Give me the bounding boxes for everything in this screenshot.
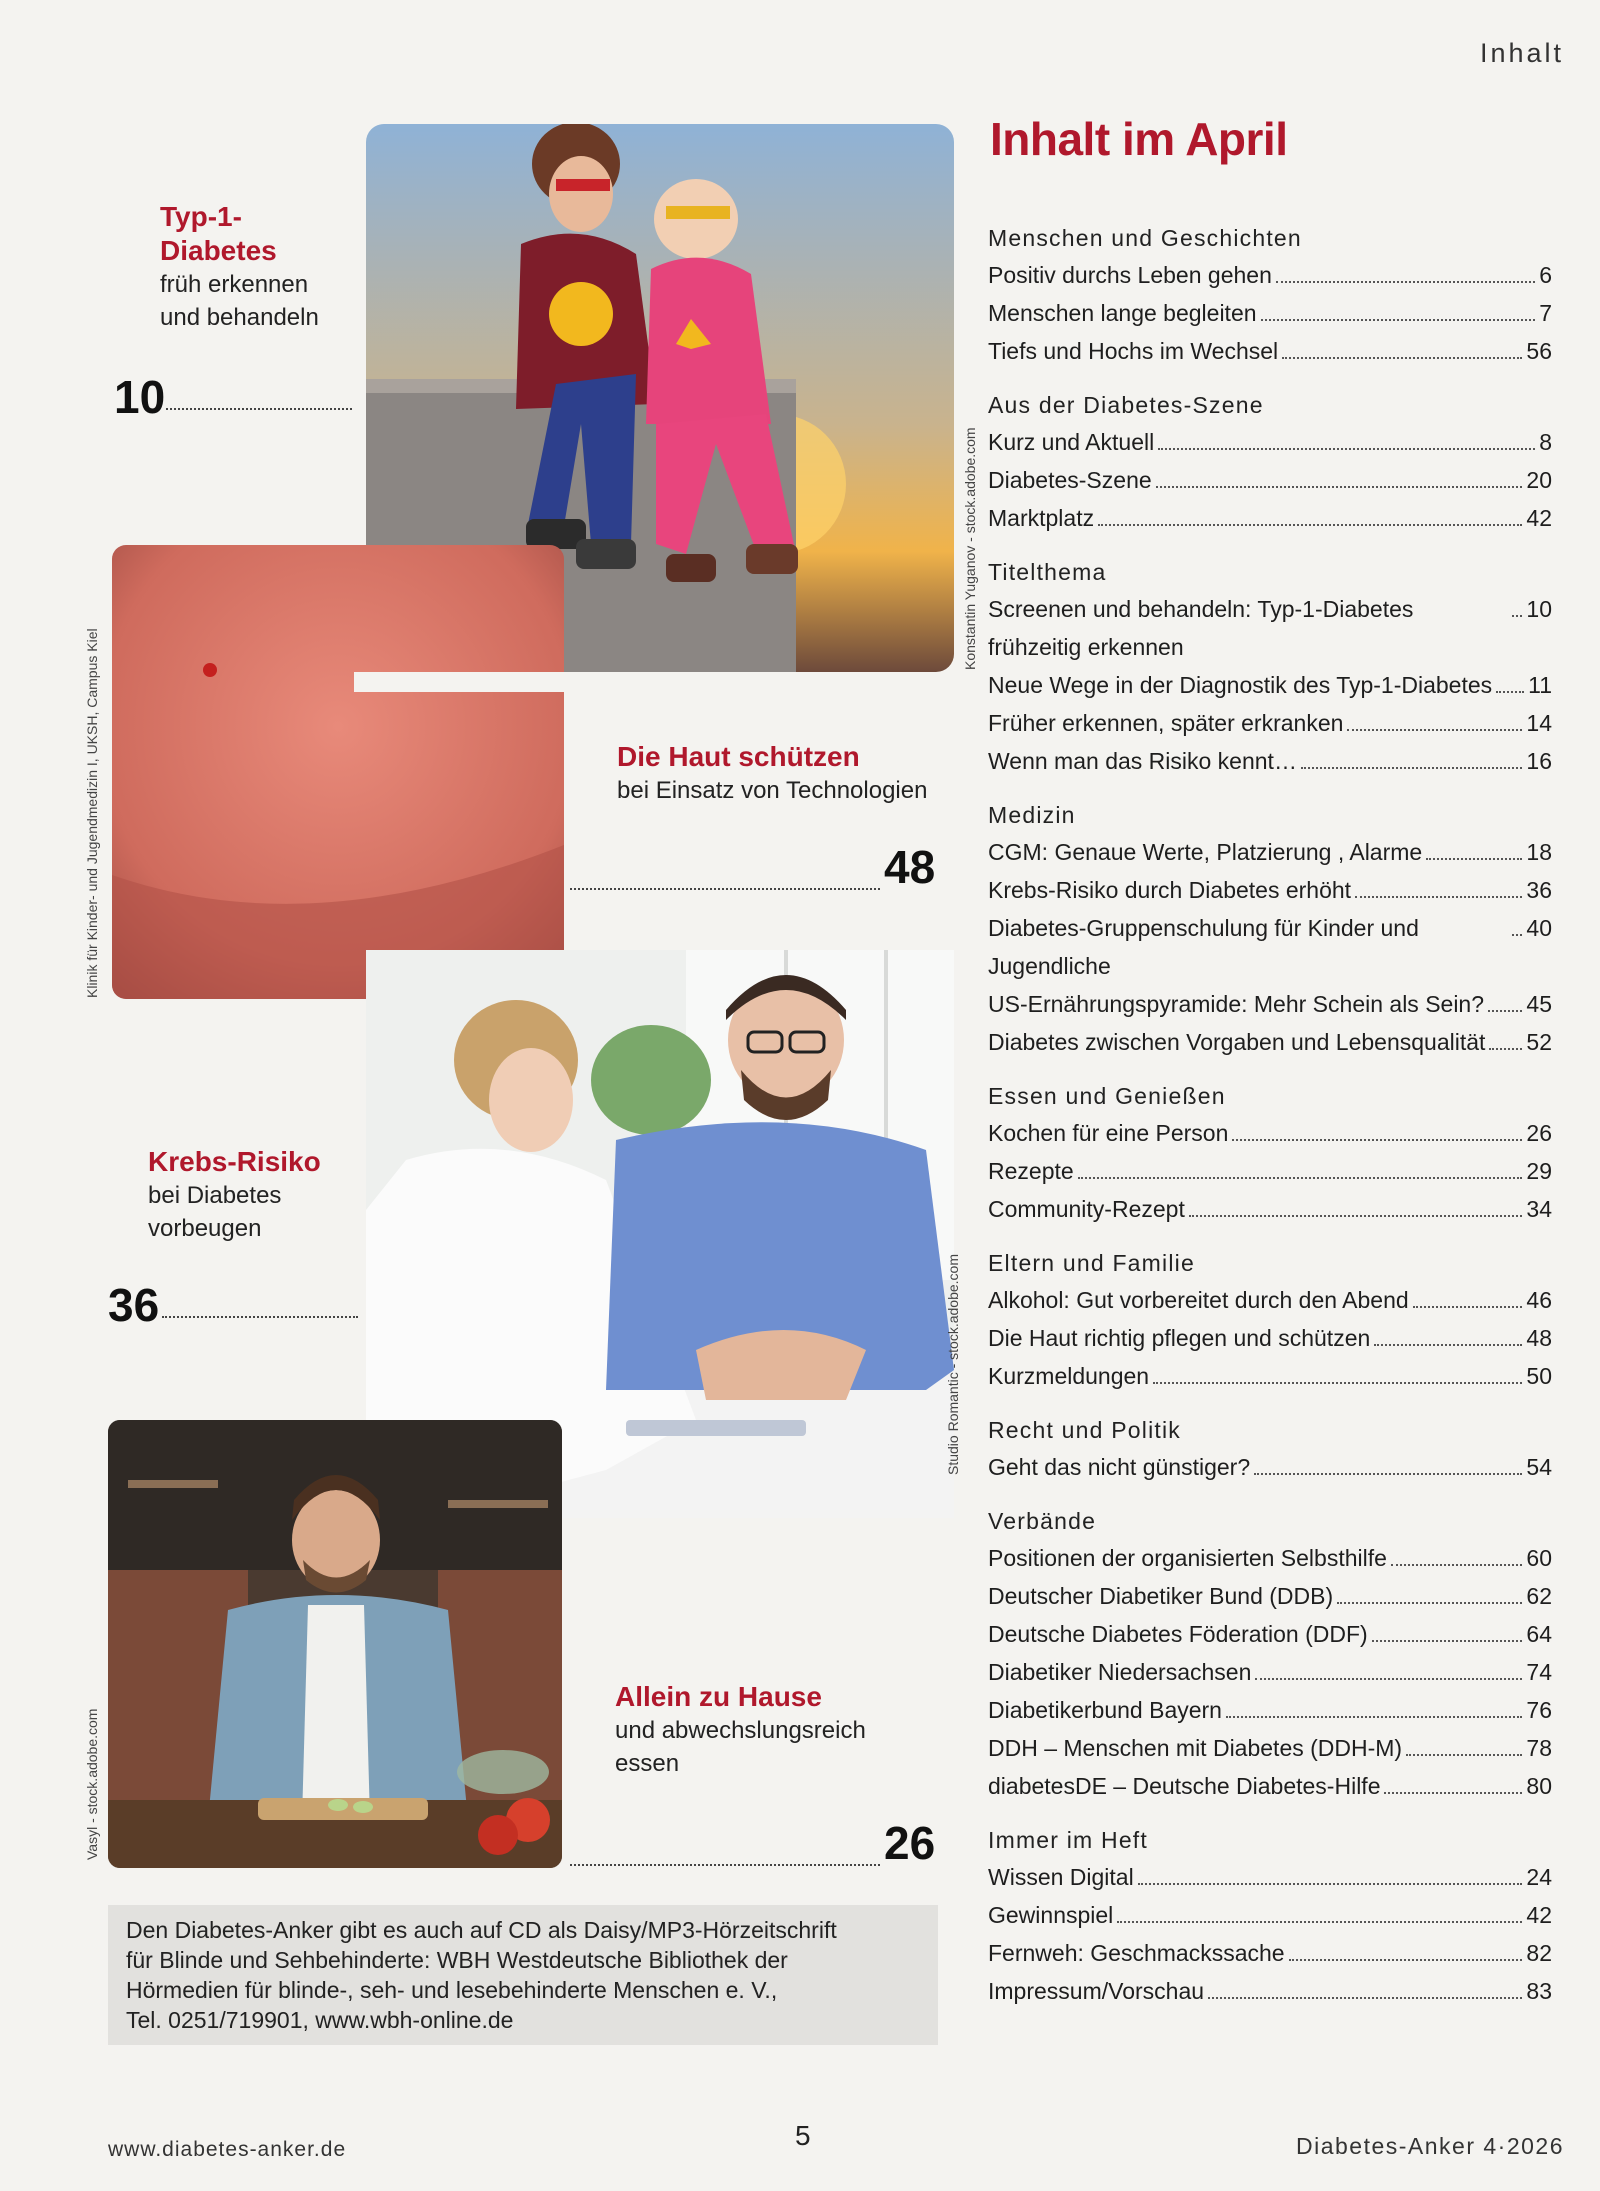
toc-entry-title: Marktplatz [988, 505, 1095, 531]
toc-leader-dots [1158, 448, 1535, 450]
toc-entry[interactable] [988, 1539, 1552, 1577]
toc-section-heading: Immer im Heft [988, 1827, 1148, 1853]
toc-leader-dots [1355, 896, 1522, 898]
feature-typ1[interactable] [160, 200, 319, 334]
toc-entry[interactable] [988, 1577, 1552, 1615]
toc-leader-dots [1156, 486, 1523, 488]
toc-entry-page: 78 [1526, 1735, 1552, 1761]
toc-entry-title: Diabetes-Gruppenschulung für Kinder und Jugendliche [988, 915, 1419, 979]
toc-entry-title: diabetesDE – Deutsche Diabetes-Hilfe [988, 1773, 1381, 1799]
toc-entry-page: 7 [1539, 300, 1552, 326]
feature-typ1-title-1: Typ-1- [160, 201, 242, 232]
toc-leader-dots [1372, 1640, 1523, 1642]
toc-entry-page: 18 [1526, 839, 1552, 865]
toc-entry-title: Deutscher Diabetiker Bund (DDB) [988, 1583, 1334, 1609]
toc-leader-dots [1488, 1010, 1522, 1012]
toc-leader-dots [1226, 1716, 1522, 1718]
toc-leader-dots [1384, 1792, 1522, 1794]
toc-entry-page: 45 [1526, 991, 1552, 1017]
toc-entry[interactable] [988, 256, 1552, 294]
toc-entry-page: 54 [1526, 1454, 1552, 1480]
toc-entry[interactable] [988, 1357, 1552, 1395]
toc-section-heading: Medizin [988, 802, 1076, 828]
toc-entry-page: 42 [1526, 505, 1552, 531]
toc-entry[interactable] [988, 1448, 1552, 1486]
toc-entry-page: 26 [1526, 1120, 1552, 1146]
toc-entry[interactable] [988, 742, 1552, 780]
toc-leader-dots [1289, 1959, 1523, 1961]
feature-krebs[interactable] [148, 1145, 321, 1245]
toc-entry[interactable] [988, 1896, 1552, 1934]
info-box-audio-edition [108, 1905, 938, 2045]
feature-typ1-sub-1: früh erkennen [160, 271, 309, 298]
feature-typ1-dotline [166, 408, 352, 410]
cooking-man-image [108, 1420, 562, 1868]
toc-entry-page: 82 [1526, 1940, 1552, 1966]
toc-entry-page: 16 [1526, 748, 1552, 774]
toc-entry-title: Gewinnspiel [988, 1902, 1114, 1928]
toc-entry[interactable] [988, 332, 1552, 370]
toc-section-heading: Eltern und Familie [988, 1250, 1195, 1276]
toc-entry-title: Deutsche Diabetes Föderation (DDF) [988, 1621, 1368, 1647]
toc-entry[interactable] [988, 985, 1552, 1023]
toc-leader-dots [1098, 524, 1522, 526]
toc-leader-dots [1189, 1215, 1523, 1217]
toc-entry[interactable] [988, 1281, 1552, 1319]
toc-entry-page: 50 [1526, 1363, 1552, 1389]
toc-section [988, 1503, 1552, 1805]
toc-title: Inhalt im April [990, 113, 1288, 165]
toc-entry-title: Wenn man das Risiko kennt… [988, 748, 1297, 774]
photo-cooking-man [108, 1420, 562, 1868]
toc-entry-page: 60 [1526, 1545, 1552, 1571]
toc-entry-title: Kurz und Aktuell [988, 429, 1155, 455]
toc-leader-dots [1347, 729, 1522, 731]
toc-entry[interactable] [988, 1114, 1552, 1152]
toc-entry[interactable] [988, 1023, 1552, 1061]
toc-entry-page: 48 [1526, 1325, 1552, 1351]
toc-section [988, 1412, 1552, 1486]
feature-typ1-title-2: Diabetes [160, 235, 277, 266]
toc-entry-title: Diabetikerbund Bayern [988, 1697, 1222, 1723]
photo-credit-2: Klinik für Kinder- und Jugendmedizin I, UKSH, Campus Kiel [84, 628, 100, 998]
toc-leader-dots [1117, 1921, 1522, 1923]
info-line-3: Hörmedien für blinde-, seh- und lesebehinderte Menschen e. V., [126, 1977, 778, 2003]
toc-entry-page: 83 [1526, 1978, 1552, 2004]
toc-entry-title: Rezepte [988, 1158, 1074, 1184]
feature-haut-dotline [570, 888, 880, 890]
toc-entry-title: Geht das nicht günstiger? [988, 1454, 1251, 1480]
feature-allein-sub-1: und abwechslungsreich [615, 1717, 866, 1744]
toc-entry[interactable] [988, 423, 1552, 461]
toc-leader-dots [1138, 1883, 1523, 1885]
toc-section [988, 797, 1552, 1061]
toc-leader-dots [1254, 1473, 1522, 1475]
footer-magazine-issue: Diabetes-Anker 4·2026 [1295, 2133, 1564, 2159]
toc-entry-title: Fernweh: Geschmackssache [988, 1940, 1285, 1966]
toc-section [988, 1245, 1552, 1395]
toc-leader-dots [1413, 1306, 1523, 1308]
toc-entry-title: DDH – Menschen mit Diabetes (DDH-M) [988, 1735, 1403, 1761]
toc-leader-dots [1301, 767, 1522, 769]
toc-leader-dots [1496, 691, 1524, 693]
toc-entry-title: Neue Wege in der Diagnostik des Typ-1-Diabetes [988, 672, 1493, 698]
toc-section-heading: Titelthema [988, 559, 1107, 585]
toc-entry[interactable] [988, 871, 1552, 909]
footer-page-number: 5 [795, 2120, 811, 2151]
toc-entry-title: Diabetes zwischen Vorgaben und Lebensqualität [988, 1029, 1486, 1055]
table-of-contents [988, 220, 1552, 2027]
feature-haut-page: 48 [884, 841, 936, 893]
toc-entry[interactable] [988, 1653, 1552, 1691]
toc-section-heading: Verbände [988, 1508, 1097, 1534]
toc-entry-title: Alkohol: Gut vorbereitet durch den Abend [988, 1287, 1409, 1313]
photo-credit-4: Vasyl - stock.adobe.com [84, 1708, 100, 1860]
toc-entry-page: 80 [1526, 1773, 1552, 1799]
toc-leader-dots [1426, 858, 1522, 860]
toc-leader-dots [1261, 319, 1536, 321]
feature-allein-sub-2: essen [615, 1750, 680, 1777]
feature-allein-dotline [570, 1864, 880, 1866]
toc-entry-title: Community-Rezept [988, 1196, 1185, 1222]
toc-entry-page: 11 [1528, 672, 1552, 698]
toc-entry[interactable] [988, 833, 1552, 871]
toc-entry-title: Diabetes-Szene [988, 467, 1152, 493]
feature-typ1-sub-2: und behandeln [160, 304, 319, 331]
info-line-2: für Blinde und Sehbehinderte: WBH Westdeutsche Bibliothek der [126, 1947, 788, 1973]
toc-leader-dots [1078, 1177, 1523, 1179]
photo-overlap-mask [354, 672, 564, 692]
toc-leader-dots [1153, 1382, 1522, 1384]
toc-entry-page: 36 [1526, 877, 1552, 903]
toc-leader-dots [1512, 934, 1522, 936]
toc-entry-page: 6 [1539, 262, 1552, 288]
toc-leader-dots [1406, 1754, 1522, 1756]
toc-entry-title: Früher erkennen, später erkranken [988, 710, 1344, 736]
toc-entry-page: 42 [1526, 1902, 1552, 1928]
footer-url[interactable]: www.diabetes-anker.de [108, 2138, 347, 2161]
toc-entry-title: Tiefs und Hochs im Wechsel [988, 338, 1279, 364]
toc-entry-title: Die Haut richtig pflegen und schützen [988, 1325, 1371, 1351]
feature-krebs-dotline [162, 1316, 358, 1318]
toc-section-heading: Essen und Genießen [988, 1083, 1226, 1109]
toc-entry-page: 46 [1526, 1287, 1552, 1313]
photo-credit-3: Studio Romantic - stock.adobe.com [945, 1254, 961, 1475]
toc-entry[interactable] [988, 294, 1552, 332]
info-line-4: Tel. 0251/719901, www.wbh-online.de [126, 2007, 514, 2033]
toc-entry-title: Krebs-Risiko durch Diabetes erhöht [988, 877, 1352, 903]
toc-entry-title: Diabetiker Niedersachsen [988, 1659, 1252, 1685]
toc-entry[interactable] [988, 666, 1552, 704]
toc-section [988, 1078, 1552, 1228]
toc-leader-dots [1489, 1048, 1522, 1050]
toc-entry-title: Positiv durchs Leben gehen [988, 262, 1272, 288]
toc-entry-page: 29 [1526, 1158, 1552, 1184]
toc-entry-page: 24 [1526, 1864, 1552, 1890]
toc-entry-page: 64 [1526, 1621, 1552, 1647]
toc-entry[interactable] [988, 1767, 1552, 1805]
toc-entry-page: 62 [1526, 1583, 1552, 1609]
toc-section [988, 220, 1552, 370]
toc-entry[interactable] [988, 1190, 1552, 1228]
toc-entry-page: 10 [1526, 596, 1552, 622]
toc-entry-title: Positionen der organisierten Selbsthilfe [988, 1545, 1387, 1571]
feature-krebs-sub-2: vorbeugen [148, 1215, 262, 1242]
section-label: Inhalt [1479, 38, 1564, 68]
toc-entry-title: CGM: Genaue Werte, Platzierung , Alarme [988, 839, 1423, 865]
toc-entry-page: 76 [1526, 1697, 1552, 1723]
toc-entry[interactable] [988, 1319, 1552, 1357]
toc-section [988, 1822, 1552, 2010]
toc-entry-page: 8 [1539, 429, 1552, 455]
toc-entry-page: 34 [1526, 1196, 1552, 1222]
feature-krebs-page: 36 [108, 1279, 160, 1331]
toc-leader-dots [1337, 1602, 1522, 1604]
toc-leader-dots [1512, 615, 1522, 617]
toc-entry[interactable] [988, 1691, 1552, 1729]
toc-leader-dots [1374, 1344, 1522, 1346]
toc-entry[interactable] [988, 590, 1552, 666]
feature-krebs-title: Krebs-Risiko [148, 1146, 321, 1177]
feature-allein-page: 26 [884, 1817, 936, 1869]
toc-leader-dots [1276, 281, 1535, 283]
toc-entry-page: 52 [1526, 1029, 1552, 1055]
toc-leader-dots [1282, 357, 1522, 359]
toc-entry[interactable] [988, 1152, 1552, 1190]
toc-entry[interactable] [988, 1729, 1552, 1767]
toc-entry[interactable] [988, 499, 1552, 537]
feature-haut-title: Die Haut schützen [617, 741, 860, 772]
toc-section-heading: Menschen und Geschichten [988, 225, 1302, 251]
toc-section-heading: Aus der Diabetes-Szene [988, 392, 1264, 418]
toc-entry-page: 20 [1526, 467, 1552, 493]
feature-allein-title: Allein zu Hause [615, 1681, 822, 1712]
feature-haut-sub: bei Einsatz von Technologien [617, 777, 928, 804]
toc-entry[interactable] [988, 704, 1552, 742]
toc-entry-title: Wissen Digital [988, 1864, 1134, 1890]
toc-entry-title: Menschen lange begleiten [988, 300, 1257, 326]
toc-leader-dots [1208, 1997, 1522, 1999]
toc-entry-title: Impressum/Vorschau [988, 1978, 1205, 2004]
toc-entry[interactable] [988, 1934, 1552, 1972]
toc-section-heading: Recht und Politik [988, 1417, 1181, 1443]
photo-credit-1: Konstantin Yuganov - stock.adobe.com [962, 427, 978, 670]
toc-entry-page: 14 [1526, 710, 1552, 736]
toc-leader-dots [1255, 1678, 1522, 1680]
feature-krebs-sub-1: bei Diabetes [148, 1182, 282, 1209]
toc-leader-dots [1232, 1139, 1522, 1141]
toc-entry[interactable] [988, 1858, 1552, 1896]
toc-entry-title: US-Ernährungspyramide: Mehr Schein als Sein? [988, 991, 1485, 1017]
toc-entry-page: 74 [1526, 1659, 1552, 1685]
info-line-1: Den Diabetes-Anker gibt es auch auf CD als Daisy/MP3-Hörzeitschrift [126, 1917, 837, 1943]
toc-entry[interactable] [988, 1972, 1552, 2010]
toc-entry-page: 40 [1526, 915, 1552, 941]
toc-entry-page: 56 [1526, 338, 1552, 364]
toc-entry-title: Screenen und behandeln: Typ-1-Diabetes frühzeitig erkennen [988, 596, 1414, 660]
toc-leader-dots [1391, 1564, 1523, 1566]
feature-allein[interactable] [615, 1680, 866, 1780]
toc-entry-title: Kurzmeldungen [988, 1363, 1150, 1389]
toc-entry[interactable] [988, 1615, 1552, 1653]
feature-typ1-page: 10 [114, 371, 166, 423]
feature-haut[interactable] [617, 740, 927, 807]
toc-section [988, 554, 1552, 780]
toc-section [988, 387, 1552, 537]
toc-entry[interactable] [988, 909, 1552, 985]
toc-entry-title: Kochen für eine Person [988, 1120, 1229, 1146]
photo-skin [112, 545, 564, 999]
skin-image [112, 545, 564, 999]
toc-entry[interactable] [988, 461, 1552, 499]
